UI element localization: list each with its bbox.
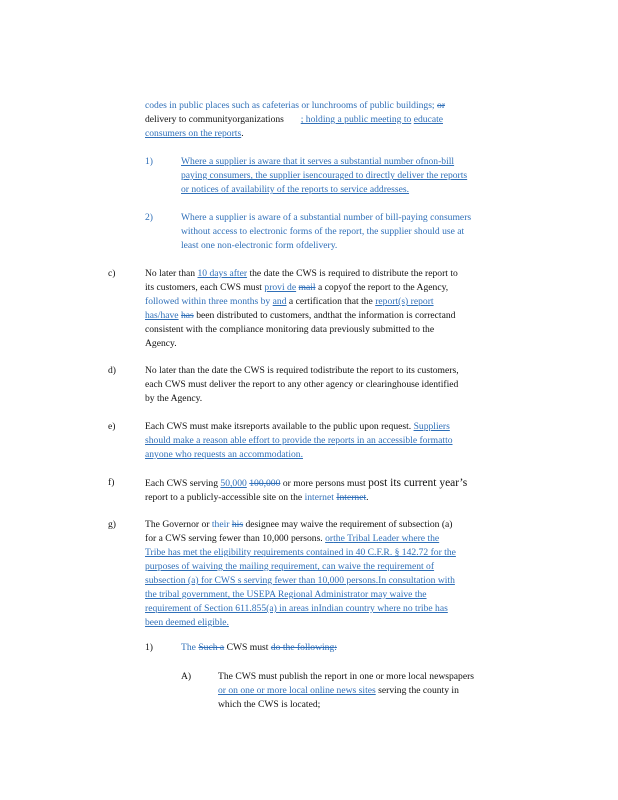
list-label: 1) [145, 642, 153, 653]
subsection-label: g) [108, 519, 116, 530]
subsection-f-text: Each CWS serving 50,000 100,000 or more persons must post its current year’s report to a publicly-accessible site on the internet Internet. [145, 477, 468, 503]
subsection-label: e) [108, 421, 116, 432]
subsection-label: f) [108, 477, 115, 488]
text-run: organizations [232, 114, 284, 125]
text-deletion: has [180, 310, 194, 321]
text-insert: or on one or more local online news sites [218, 685, 376, 696]
continuation-paragraph [145, 99, 533, 141]
subsection-e-text: Each CWS must make itsreports available to the public upon request. Suppliers should make a reason able effort to provide the reports in an accessible formatto anyone who requests an accommodation. [145, 421, 453, 460]
text-deletion: 100,000 [249, 478, 281, 489]
text-deletion: or [437, 100, 446, 111]
text-insert: and [272, 296, 287, 307]
list-item-text: The CWS must publish the report in one or more local newspapers or on one or more local online news sites serving the county in which the CWS is located; [218, 671, 475, 710]
text-insert: internet [304, 492, 334, 503]
list-label: 2) [145, 212, 153, 223]
subsection-d-text: No later than the date the CWS is required todistribute the report to its customers, each CWS must deliver the report to any other agency or clearinghouse identified by the Agency. [145, 365, 459, 404]
text-deletion: his [231, 519, 244, 530]
text-deletion: do the following [270, 642, 335, 653]
list-item-text: Where a supplier is aware that it serves a substantial number ofnon-bill paying consumers, the supplier isencouraged to directly deliver the reports or notices of availability of the reports to service addresses. [181, 156, 468, 195]
text-insert: 50,000 [220, 478, 247, 489]
text-insert: codes in public places such as cafeterias or lunchrooms of public buildings; [145, 100, 435, 111]
list-item-text: The Such a CWS must do the following: [181, 642, 337, 653]
text-run: . [241, 128, 244, 139]
subsection-g-text: The Governor or their his designee may waive the requirement of subsection (a) for a CWS serving fewer than 10,000 persons. orthe Tribal Leader where the Tribe has met the eligibility requirements contained in 40 C.F.R. § 142.72 for the purposes of waiving the mailing requirement, can waive the requirement of subsection (a) for CWS s serving fewer than 10,000 persons.In consultation with the tribal government, the USEPA Regional Administrator may waive the requirement of Section 611.855(a) in areas inIndian country where no tribe has been deemed eligible. [145, 519, 456, 628]
list-item-text: Where a supplier is aware of a substantial number of bill-paying consumers without access to electronic forms of the report, the supplier should use at least one non-electronic form ofdelivery. [181, 212, 472, 251]
subsection-label: c) [108, 268, 116, 279]
text-insert: ; holding a public meeting to [300, 114, 412, 125]
text-insert: Suppliers [413, 421, 450, 432]
text-deletion: Such a [198, 642, 225, 653]
text-insert: report(s) report [375, 296, 434, 307]
list-label: A) [181, 671, 192, 682]
text-deletion: Internet [336, 492, 367, 503]
subsection-label: d) [108, 365, 116, 376]
list-label: 1) [145, 156, 153, 167]
text-insert: provi de [264, 282, 297, 293]
text-insert: 10 days after [197, 268, 248, 279]
text-insert: consumers on the reports [145, 128, 242, 139]
subsection-c-text: No later than 10 days after the date the CWS is required to distribute the report to its customers, each CWS must provi de mail a copyof the report to the Agency, followed within three months by and a certification that the report(s) report has/have has been distributed to customers, andthat the information is correctand consistent with the compliance monitoring data previously submitted to the Agency. [145, 268, 458, 349]
text-run: delivery to community [145, 114, 233, 125]
text-insert: educate [413, 114, 443, 125]
text-insert: their [211, 519, 230, 530]
text-insert: has/have [145, 310, 179, 321]
text-deletion: mail [298, 282, 316, 293]
